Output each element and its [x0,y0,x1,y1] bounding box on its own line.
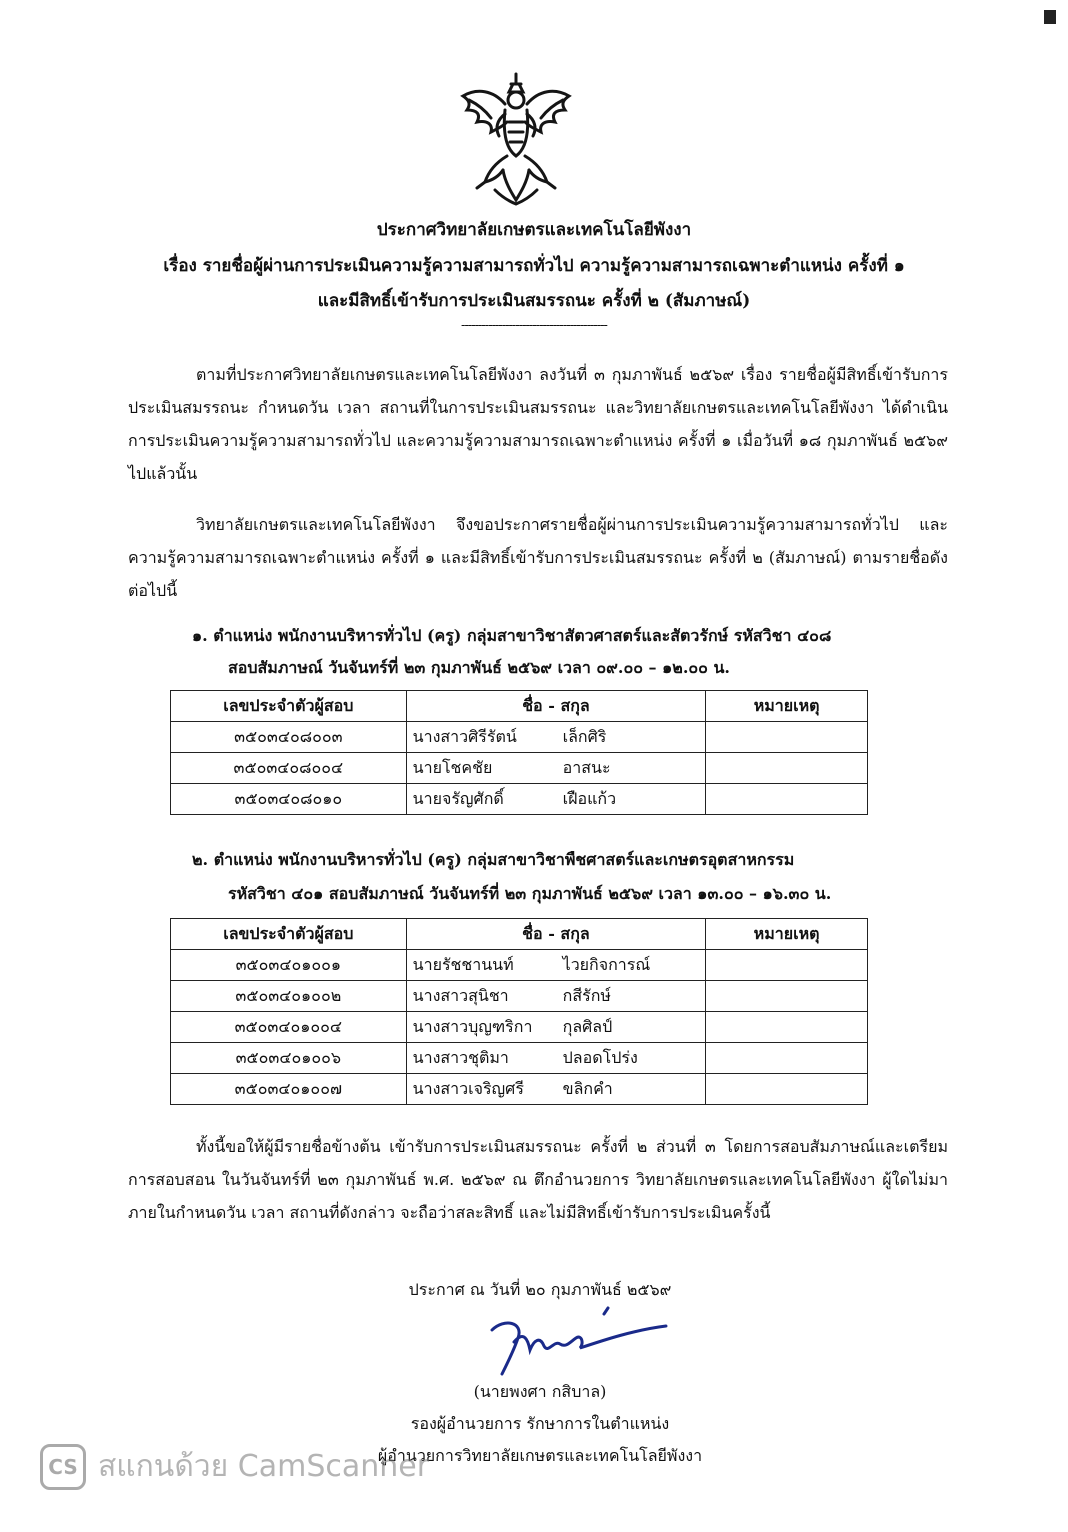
first-name: นายรัชชานนท์ [412,954,514,974]
table-header-row [171,691,868,722]
section-2-heading: ๒. ตำแหน่ง พนักงานบริหารทั่วไป (ครู) กลุ่มสาขาวิชาพืชศาสตร์และเกษตรอุตสาหกรรม [192,850,795,869]
candidate-name [406,784,706,815]
paragraph-announce [128,508,948,607]
candidate-note [706,1074,868,1105]
candidate-name [406,950,706,981]
first-name: นางสาวสุนิชา [412,985,509,1005]
paragraph-instructions [128,1130,948,1229]
candidate-name [406,722,706,753]
candidate-name [406,1012,706,1043]
signer-name: (นายพงศา กสิบาล) [473,1382,607,1401]
candidate-name [406,981,706,1012]
candidate-id: ๓๕๐๓๔๐๑๐๐๔ [171,1012,407,1043]
table-row [171,784,868,815]
camscanner-logo-icon: CS [40,1444,86,1490]
last-name: กุลศิลป์ [562,1016,613,1036]
table-header-row [171,919,868,950]
first-name: นางสาวชุติมา [412,1047,509,1067]
column-header-id: เลขประจำตัวผู้สอบ [171,691,407,722]
candidate-note [706,1043,868,1074]
column-header-note: หมายเหตุ [706,919,868,950]
last-name: ปลอดโปร่ง [562,1047,638,1067]
candidate-note [706,950,868,981]
candidate-id: ๓๕๐๓๔๐๘๐๑๐ [171,784,407,815]
paragraph-instructions-text: ทั้งนี้ขอให้ผู้มีรายชื่อข้างต้น เข้ารับการประเมินสมรรถนะ ครั้งที่ ๒ ส่วนที่ ๓ โดยการสอบสัมภาษณ์และเตรียมการสอบสอน ในวันจันทร์ที่ ๒๓ กุมภาพันธ์ พ.ศ. ๒๕๖๙ ณ ตึกอำนวยการ วิทยาลัยเกษตรและเทคโนโลยีพังงา ผู้ใดไม่มาภายในกำหนดวัน เวลา สถานที่ดังกล่าว จะถือว่าสละสิทธิ์ และไม่มีสิทธิ์เข้ารับการประเมินครั้งนี้ [128,1137,949,1222]
announcement-title: ประกาศวิทยาลัยเกษตรและเทคโนโลยีพังงา [376,220,692,240]
table-row [171,753,868,784]
section-2-schedule: รหัสวิชา ๔๐๑ สอบสัมภาษณ์ วันจันทร์ที่ ๒๓ กุมภาพันธ์ ๒๕๖๙ เวลา ๑๓.๐๐ – ๑๖.๓๐ น. [228,884,832,903]
first-name: นางสาวบุญฑริกา [412,1016,533,1036]
last-name: เฝือแก้ว [562,788,617,808]
separator-line: ------------------------------------------- [461,318,607,333]
camscanner-watermark [40,1443,429,1490]
table-row [171,1074,868,1105]
scan-corner-mark [1040,8,1060,28]
candidate-note [706,981,868,1012]
candidate-name [406,1043,706,1074]
garuda-emblem-icon [455,70,577,208]
first-name: นางสาวศิรีรัตน์ [412,726,517,746]
camscanner-text: สแกนด้วย CamScanner [98,1449,430,1484]
last-name: กสีรักษ์ [562,985,611,1005]
subject-line-1: เรื่อง รายชื่อผู้ผ่านการประเมินความรู้ความสามารถทั่วไป ความรู้ความสามารถเฉพาะตำแหน่ง ครั้งที่ ๑ [163,256,905,276]
first-name: นางสาวเจริญศรี [412,1078,524,1098]
candidate-id: ๓๕๐๓๔๐๘๐๐๔ [171,753,407,784]
last-name: เล็กศิริ [562,726,607,746]
candidate-note [706,722,868,753]
candidate-note [706,1012,868,1043]
subject-line-2: และมีสิทธิ์เข้ารับการประเมินสมรรถนะ ครั้งที่ ๒ (สัมภาษณ์) [317,291,751,311]
table-row [171,1043,868,1074]
candidate-id: ๓๕๐๓๔๐๑๐๐๒ [171,981,407,1012]
candidate-note [706,784,868,815]
handwritten-signature [484,1300,674,1380]
section-1-table [170,690,868,815]
candidate-name [406,1074,706,1105]
section-1-heading: ๑. ตำแหน่ง พนักงานบริหารทั่วไป (ครู) กลุ่มสาขาวิชาสัตวศาสตร์และสัตวรักษ์ รหัสวิชา ๔๐๘ [192,626,832,645]
paragraph-intro-text: ตามที่ประกาศวิทยาลัยเกษตรและเทคโนโลยีพังงา ลงวันที่ ๓ กุมภาพันธ์ ๒๕๖๙ เรื่อง รายชื่อผู้มีสิทธิ์เข้ารับการประเมินสมรรถนะ กำหนดวัน เวลา สถานที่ในการประเมินสมรรถนะ และวิทยาลัยเกษตรและเทคโนโลยีพังงา ได้ดำเนินการประเมินความรู้ความสามารถทั่วไป และความรู้ความสามารถเฉพาะตำแหน่ง ครั้งที่ ๑ เมื่อวันที่ ๑๘ กุมภาพันธ์ ๒๕๖๙ ไปแล้วนั้น [128,365,948,483]
column-header-name: ชื่อ - สกุล [406,919,706,950]
first-name: นายจรัญศักดิ์ [412,788,504,808]
candidate-note [706,753,868,784]
candidate-name [406,753,706,784]
table-row [171,981,868,1012]
signer-position-2: ผู้อำนวยการวิทยาลัยเกษตรและเทคโนโลยีพังงา [377,1446,703,1465]
table-row [171,722,868,753]
column-header-id: เลขประจำตัวผู้สอบ [171,919,407,950]
first-name: นายโชคชัย [412,757,493,777]
table-row [171,950,868,981]
column-header-note: หมายเหตุ [706,691,868,722]
candidate-id: ๓๕๐๓๔๐๘๐๐๓ [171,722,407,753]
column-header-name: ชื่อ - สกุล [406,691,706,722]
candidate-id: ๓๕๐๓๔๐๑๐๐๖ [171,1043,407,1074]
section-2-table [170,918,868,1105]
signer-position-1: รองผู้อำนวยการ รักษาการในตำแหน่ง [410,1414,670,1433]
table-row [171,1012,868,1043]
paragraph-announce-text: วิทยาลัยเกษตรและเทคโนโลยีพังงา จึงขอประกาศรายชื่อผู้ผ่านการประเมินความรู้ความสามารถทั่วไป และความรู้ความสามารถเฉพาะตำแหน่ง ครั้งที่ ๑ และมีสิทธิ์เข้ารับการประเมินสมรรถนะ ครั้งที่ ๒ (สัมภาษณ์) ตามรายชื่อดังต่อไปนี้ [128,515,948,600]
last-name: ไวยกิจการณ์ [562,954,651,974]
candidate-id: ๓๕๐๓๔๐๑๐๐๗ [171,1074,407,1105]
section-1-schedule: สอบสัมภาษณ์ วันจันทร์ที่ ๒๓ กุมภาพันธ์ ๒๕๖๙ เวลา ๐๙.๐๐ – ๑๒.๐๐ น. [228,658,730,677]
last-name: ขลิกคำ [562,1078,613,1098]
paragraph-intro [128,358,948,490]
candidate-id: ๓๕๐๓๔๐๑๐๐๑ [171,950,407,981]
last-name: อาสนะ [562,757,611,777]
announce-date: ประกาศ ณ วันที่ ๒๐ กุมภาพันธ์ ๒๕๖๙ [408,1280,672,1299]
